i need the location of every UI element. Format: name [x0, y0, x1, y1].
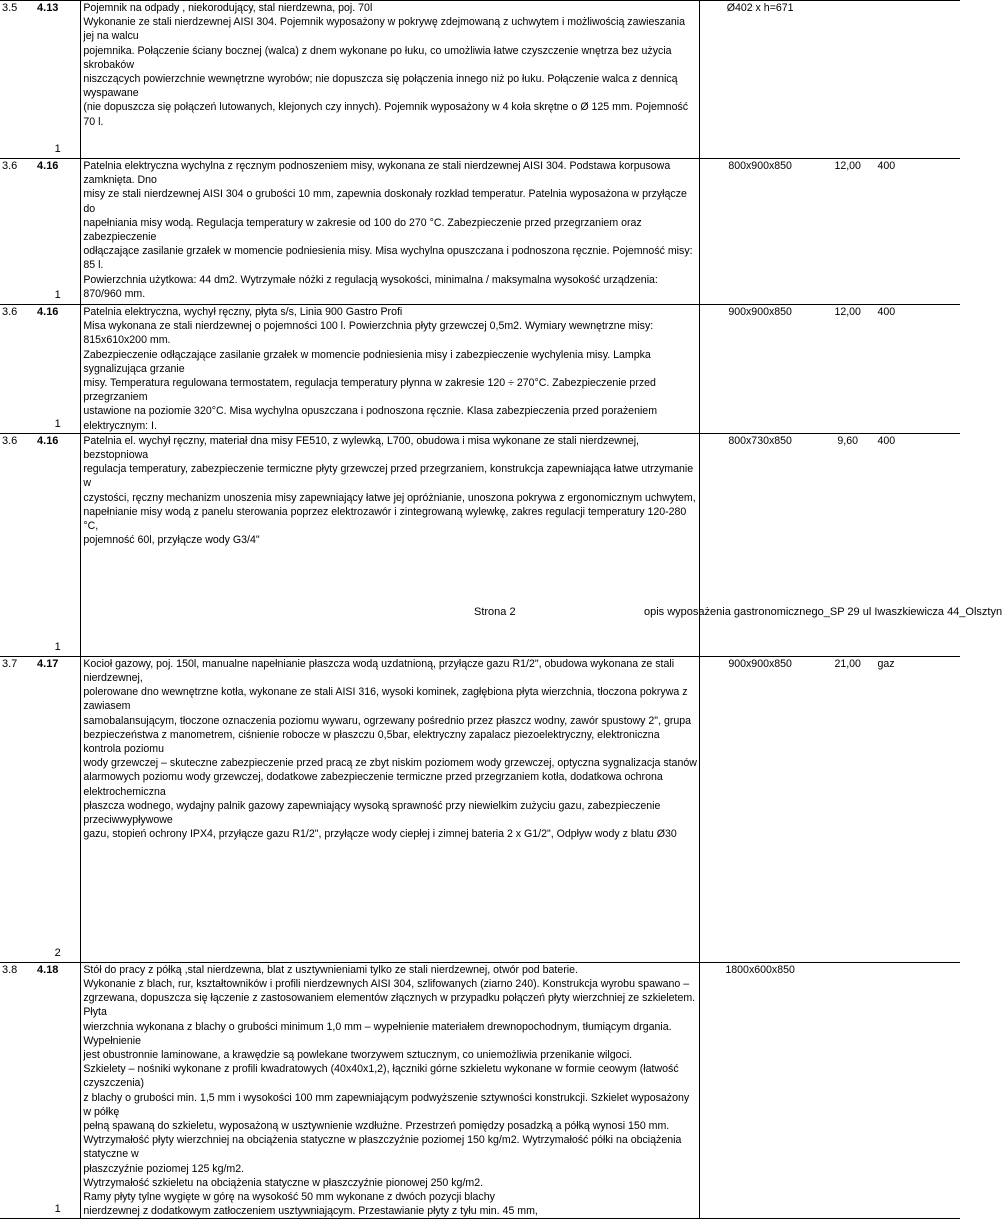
row-position: 4.18 [37, 963, 59, 976]
row-medium: 400 [876, 433, 961, 656]
description-line: pojemnika. Połączenie ściany bocznej (walca) z dnem wykonane po łuku, co umożliwia łatwe czyszczenie wnętrza bez użycia skrobaków [83, 44, 672, 71]
row-dimensions: 900x900x850 [700, 305, 820, 434]
row-description [81, 1, 700, 159]
row-medium [876, 962, 961, 1219]
row-position: 4.13 [37, 2, 59, 14]
row-dimensions: Ø402 x h=671 [700, 1, 820, 159]
row-position-cell [35, 962, 81, 1219]
row-section: 3.6 [0, 305, 35, 434]
description-line: Patelnia el. wychył ręczny, materiał dna misy FE510, z wylewką, L700, obudowa i misa wykonane ze stali nierdzewnej, bezstopniowa [83, 434, 639, 462]
description-line: Patelnia elektryczna, wychył ręczny, płyta s/s, Linia 900 Gastro Profi [83, 306, 403, 318]
table-row [0, 1, 960, 159]
description-line: Patelnia elektryczna wychylna z ręcznym podnoszeniem misy, wykonana ze stali nierdzewnej AISI 304. Podstawa korpusowa zamknięta. Dno [83, 160, 671, 187]
row-position: 4.17 [37, 657, 59, 670]
description-line: misy ze stali nierdzewnej AISI 304 o grubości 10 mm, zapewnia doskonały rozkład temperatur. Patelnia wyposażona w przyłącze do [83, 188, 687, 215]
row-power [820, 1, 876, 159]
description-line: płaszcza wodnego, wydajny palnik gazowy zapewniający wysoką sprawność przy niewielkim zużyciu gazu, zabezpieczenie przeciwwypływowe [83, 799, 661, 827]
description-line: gazu, stopień ochrony IPX4, przyłącze gazu R1/2", przyłącze wody ciepłej i zimnej bateria 2 x G1/2", Odpływ wody z blatu Ø30 [83, 828, 677, 841]
row-dimensions: 1800x600x850 [700, 962, 820, 1219]
description-line: Powierzchnia użytkowa: 44 dm2. Wytrzymałe nóżki z regulacją wysokości, minimalna / maksymalna wysokość urządzenia: 870/960 mm. [83, 273, 658, 300]
description-line: regulacja temperatury, zabezpieczenie termiczne płyty grzewczej przed przegrzaniem, konstrukcja zapewniająca łatwe utrzymanie w [83, 463, 694, 490]
row-description [81, 656, 700, 962]
description-line: polerowane dno wewnętrzne kotła, wykonane ze stali AISI 316, wysoki kominek, zagłębiona płyta wierzchnia, tłoczona pokrywa z zawiasem [83, 686, 688, 713]
row-description [81, 962, 700, 1219]
description-line: Ramy płyty tylne wygięte w górę na wysokość 50 mm wykonane z dwóch pozycji blachy [83, 1191, 495, 1204]
description-line: niszczących powierzchnie wewnętrzne wyrobów; nie dopuszcza się połączenia innego niż po łuku. Połączenie walca z dennicą wyspawane [83, 73, 678, 100]
row-medium [876, 1, 961, 159]
row-quantity: 2 [54, 946, 61, 959]
row-section: 3.6 [0, 159, 35, 305]
description-line: odłączające zasilanie grzałek w momencie podniesienia misy. Misa wychylna opuszczana i podnoszona ręcznie. Pojemność misy: 85 l. [83, 245, 693, 272]
row-quantity: 1 [54, 288, 61, 301]
row-section: 3.7 [0, 656, 35, 962]
description-line: pojemność 60l, przyłącze wody G3/4" [83, 534, 260, 547]
row-position-cell [35, 656, 81, 962]
description-line: zgrzewana, dopuszcza się łączenie z zastosowaniem elementów złącznych w przypadku połączeń płyty wierzchniej ze szkieletem. Płyta [83, 992, 696, 1019]
row-quantity: 1 [54, 640, 61, 653]
row-position-cell [35, 305, 81, 434]
row-position: 4.16 [37, 434, 59, 447]
row-medium: 400 [876, 305, 961, 434]
description-line: bezpieczeństwa z manometrem, ciśnienie robocze w płaszczu 0,5bar, elektryczny zapalacz piezoelektryczny, elektroniczna kontrola poziomu [83, 728, 660, 756]
description-line: Pojemnik na odpady , niekorodujący, stal nierdzewna, poj. 70l [83, 2, 373, 14]
description-line: nierdzewnej z dodatkowym zatłoczeniem usztywniającym. Przestawianie płyty z tyłu min. 45 mm, [83, 1205, 538, 1218]
row-power: 21,00 [820, 656, 876, 962]
row-position-cell [35, 433, 81, 656]
description-line: jest obustronnie laminowane, a krawędzie są powlekane tworzywem sztucznym, co uniemożliwia przenikanie wilgoci. [83, 1049, 633, 1062]
description-line: alarmowych poziomu wody grzewczej, dodatkowe zabezpieczenie termiczne przed przegrzaniem kotła, dodatkowa ochrona elektrochemiczna [83, 771, 663, 798]
description-line: wody grzewczej – skuteczne zabezpieczenie przed pracą ze zbyt niskim poziomem wody grzewczej, optyczna sygnalizacja stanów [83, 757, 697, 770]
description-line: misy. Temperatura regulowana termostatem, regulacja temperatury płynna w zakresie 120 ÷ 270°C. Zabezpieczenie przed przegrzaniem [83, 377, 656, 404]
row-description [81, 433, 700, 656]
row-quantity: 1 [54, 1203, 61, 1216]
description-line: (nie dopuszcza się połączeń lutowanych, klejonych czy innych). Pojemnik wyposażony w 4 koła skrętne o Ø 125 mm. Pojemność 70 l. [83, 101, 689, 128]
table-row [0, 159, 960, 305]
table-row [0, 305, 960, 434]
row-section: 3.5 [0, 1, 35, 159]
table-row [0, 962, 960, 1219]
description-line: Wytrzymałość szkieletu na obciążenia statyczne w płaszczyźnie pionowej 250 kg/m2. [83, 1176, 484, 1189]
row-power: 9,60 [820, 433, 876, 656]
description-line: z blachy o grubości min. 1,5 mm i wysokości 100 mm zapewniającym podwyższenie sztywności konstrukcji. Szkielet wyposażony w półkę [83, 1091, 690, 1118]
table-row [0, 433, 960, 656]
description-line: pełną spawaną do szkieletu, wyposażoną w usztywnienie wzdłużne. Przestrzeń pomiędzy posadzką a półką wynosi 150 mm. [83, 1120, 670, 1133]
row-power [820, 962, 876, 1219]
row-position-cell [35, 159, 81, 305]
row-description [81, 305, 700, 434]
row-position: 4.16 [37, 160, 59, 172]
description-line: samobalansującym, tłoczone oznaczenia poziomu wywaru, ogrzewany pośrednio przez płaszcz wodny, zawór spustowy 2", grupa [83, 714, 692, 727]
description-line: napełniania misy wodą. Regulacja temperatury w zakresie od 100 do 270 °C. Zabezpieczenie przed przegrzaniem oraz zabezpieczenie [83, 216, 642, 244]
description-line: wierzchnia wykonana z blachy o grubości minimum 1,0 mm – wypełnienie materiałem drewnopochodnym, tłumiącym drgania. Wypełnienie [83, 1020, 672, 1047]
row-position: 4.16 [37, 306, 59, 318]
row-section: 3.8 [0, 962, 35, 1219]
page-number: Strona 2 [474, 606, 516, 618]
description-line: Misa wykonana ze stali nierdzewnej o pojemności 100 l. Powierzchnia płyty grzewczej 0,5m2. Wymiary wewnętrzne misy: 815x610x200 mm. [83, 320, 654, 347]
row-power: 12,00 [820, 305, 876, 434]
row-dimensions: 900x900x850 [700, 656, 820, 962]
description-line: Zabezpieczenie odłączające zasilanie grzałek w momencie podniesienia misy i zabezpieczenie wychylenia misy. Lampka sygnalizująca grzanie [83, 348, 651, 375]
row-quantity: 1 [54, 142, 61, 155]
row-dimensions: 800x730x850 [700, 433, 820, 656]
row-dimensions: 800x900x850 [700, 159, 820, 305]
description-line: Wykonanie ze stali nierdzewnej AISI 304. Pojemnik wyposażony w pokrywę zdejmowaną z uchwytem i możliwością zawieszania jej na walcu [83, 16, 686, 43]
description-line: Stół do pracy z półką ,stal nierdzewna, blat z usztywnieniami tylko ze stali nierdzewnej, otwór pod baterie. [83, 963, 578, 976]
row-position-cell [35, 1, 81, 159]
document-name: opis wyposażenia gastronomicznego_SP 29 ul Iwaszkiewicza 44_Olsztyn [644, 606, 1002, 618]
row-medium: 400 [876, 159, 961, 305]
row-power: 12,00 [820, 159, 876, 305]
row-quantity: 1 [54, 417, 61, 430]
description-line: czystości, ręczny mechanizm unoszenia misy zapewniający łatwe jej opróżnianie, unoszona pokrywa z ergonomicznym uchwytem, [83, 491, 696, 504]
description-line: Szkielety – nośniki wykonane z profili kwadratowych (40x40x1,2), łączniki górne szkieletu wykonane w formie ceowym (łatwość czyszczenia) [83, 1063, 679, 1090]
description-line: Wykonanie z blach, rur, kształtowników i profili nierdzewnych AISI 304, szlifowanych (ziarno 240). Konstrukcja wyrobu spawano – [83, 978, 690, 991]
row-medium: gaz [876, 656, 961, 962]
description-line: ustawione na poziomie 320°C. Misa wychylna opuszczana i podnoszona ręcznie. Klasa zabezpieczenia przed porażeniem elektrycznym: I. [83, 405, 658, 432]
table-row [0, 656, 960, 962]
row-description [81, 159, 700, 305]
row-section: 3.6 [0, 433, 35, 656]
description-line: płaszczyźnie poziomej 125 kg/m2. [83, 1162, 245, 1175]
description-line: Wytrzymałość płyty wierzchniej na obciążenia statyczne w płaszczyźnie poziomej 150 kg/m2. Wytrzymałość półki na obciążenia statyczne w [83, 1134, 682, 1161]
description-line: napełnianie misy wodą z panelu sterowania poprzez elektrozawór i zintegrowaną wylewkę, zakres regulacji temperatury 120-280 °C, [83, 505, 687, 533]
description-line: Kocioł gazowy, poj. 150l, manualne napełnianie płaszcza wodą uzdatnioną, przyłącze gazu R1/2", obudowa wykonana ze stali nierdzewnej, [83, 657, 675, 685]
